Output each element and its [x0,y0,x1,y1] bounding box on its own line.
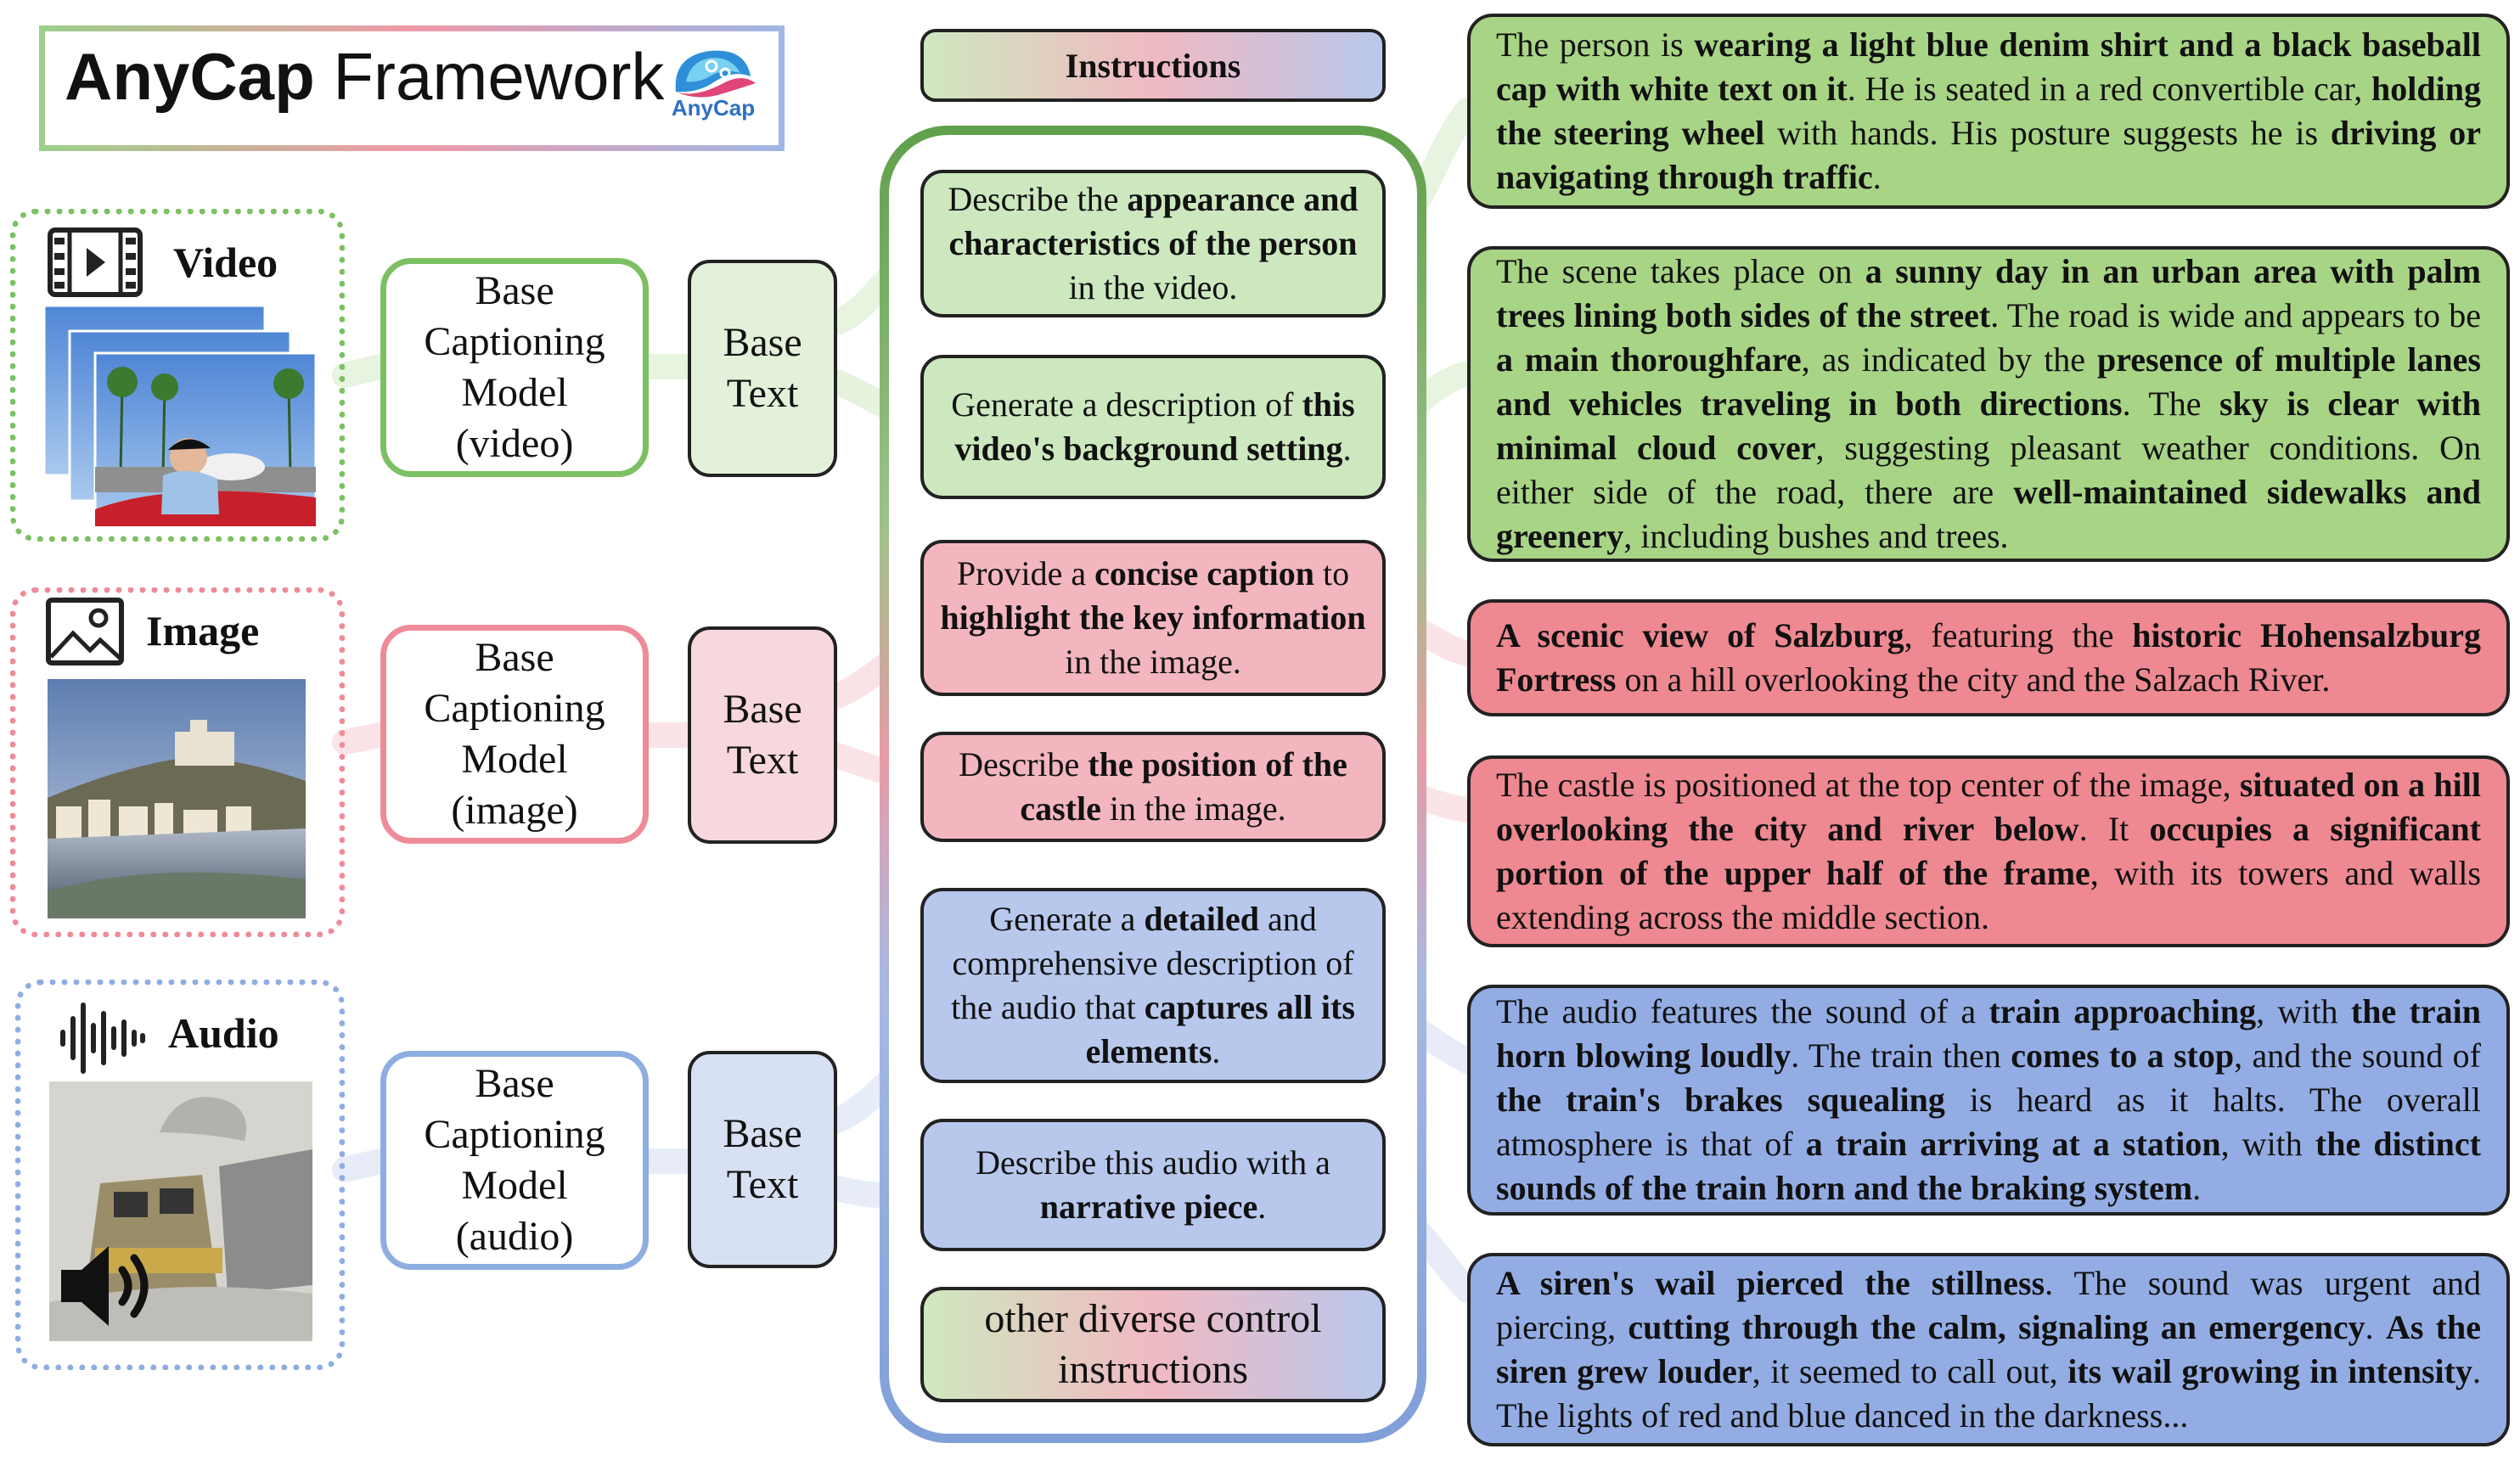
rich-text [1496,1264,2481,1435]
text-run: and comprehensive description of the audio that [951,900,1354,1026]
bold-run: a sunny day in an urban area with palm trees lining both sides of the street [1496,252,2482,334]
output-caption-6-text [1496,1261,2481,1438]
rich-text [939,1294,1367,1395]
speaker-icon [56,1236,156,1336]
bold-run: situated on a hill overlooking the city and river below [1496,766,2482,848]
label-line: Base [475,268,554,313]
text-run: The castle is positioned at the top center of the image, [1496,766,2240,804]
instruction-6 [920,1119,1386,1251]
output-caption-6 [1467,1253,2510,1446]
text-run: The audio features the sound of a [1496,992,1989,1030]
label-line: Captioning [424,686,605,731]
text-run: . It [2078,810,2150,848]
instructions-header: Instructions [920,29,1386,102]
output-caption-2-text [1496,250,2481,559]
text-run: Provide a [956,554,1095,592]
rich-text [1496,766,2481,936]
connector-audio-model [345,1161,380,1170]
text-run: . [1872,158,1882,196]
bold-run: wearing a light blue denim shirt and a black baseball cap with white text on it [1496,25,2481,108]
rich-text [939,552,1367,684]
rich-text [939,897,1367,1074]
text-run: , including bushes and trees. [1623,517,2009,555]
label-line: Base [475,635,554,680]
bold-run: presence of multiple lanes and vehicles traveling in both directions [1496,340,2481,423]
title-text [65,32,664,121]
text-run: . The lights of red and blue danced in the darkness... [1496,1352,2481,1435]
bold-run: A siren's wail pierced the stillness [1496,1264,2045,1302]
film-strip-icon [48,227,143,297]
text-run: in the image. [1065,643,1241,681]
output-caption-3 [1467,599,2510,716]
text-run: Describe this audio with a [976,1143,1330,1182]
instruction-1 [920,170,1386,317]
label-line: Text [726,738,799,783]
instruction-2 [920,355,1386,499]
bold-run: appearance and characteristics of the person [948,180,1358,262]
label-line: (video) [455,421,574,466]
label-line: Base [723,1111,802,1156]
base-text-audio [688,1051,837,1268]
waveform-icon [58,1002,146,1075]
bold-run: its wail growing in intensity [2067,1352,2472,1390]
output-caption-4-text [1496,763,2481,940]
label-line: Text [726,1162,799,1207]
text-run: , with [2256,992,2351,1030]
rich-text [1496,616,2481,699]
rich-text [939,743,1367,831]
text-run: . The sound was urgent and piercing, [1496,1264,2481,1346]
bold-run: driving or navigating through traffic [1496,114,2481,196]
text-run: . [1257,1188,1267,1226]
connector-image-model [345,735,380,742]
label-line: (image) [451,788,578,833]
text-run: , it seemed to call out, [1752,1352,2068,1390]
text-run: is heard as it halts. The overall atmosphere is that of [1496,1081,2481,1163]
rich-text [1496,252,2481,555]
bold-run: captures all its elements [1085,988,1355,1070]
text-run: , featuring the [1904,616,2133,654]
rich-text [1496,25,2481,196]
text-run: . He is seated in a red convertible car, [1847,70,2372,108]
label-line: Text [726,371,799,416]
label-line: Captioning [424,1112,605,1157]
base-captioning-model-video [380,258,649,477]
image-label: Image [146,607,260,654]
logo-caption: AnyCap [671,95,756,121]
text-run: on a hill overlooking the city and the Salzach River. [1616,660,2331,699]
rich-text [939,383,1367,471]
output-caption-5-text [1496,990,2481,1210]
bold-run: holding the steering wheel [1496,70,2481,152]
text-run: in the video. [1068,268,1238,306]
label-line: Model [461,370,568,415]
bold-run: a train arriving at a station [1805,1125,2221,1163]
text-run: in the image. [1100,789,1286,828]
label-line: Model [461,1163,568,1208]
text-run: . The [2122,385,2219,423]
text-run: . [1212,1032,1221,1070]
instruction-7 [920,1287,1386,1402]
bold-run: highlight the key information [940,598,1366,637]
text-run: Generate a description of [951,385,1302,424]
instruction-3 [920,540,1386,696]
base-captioning-model-image [380,625,649,844]
connector-video-model [345,367,380,375]
text-run: , with its towers and walls extending across the middle section. [1496,854,2482,936]
bold-run: well-maintained sidewalks and greenery [1496,473,2481,555]
label-line: Base [723,320,802,365]
video-label: Video [173,239,278,286]
text-run: . [2192,1169,2202,1207]
text-run: with hands. His posture suggests he is [1764,114,2331,152]
text-run: The person is [1496,25,1695,64]
bold-run: the distinct sounds of the train horn and the braking system [1496,1125,2482,1207]
bold-run: the position of the castle [1020,745,1347,828]
output-caption-1-text [1496,23,2481,199]
text-run: , and the sound of [2234,1036,2481,1075]
output-caption-1 [1467,14,2510,209]
bold-run: occupies a significant portion of the upper half of the frame [1496,810,2481,892]
bold-run: historic Hohensalzburg Fortress [1496,616,2482,699]
text-run: , suggesting pleasant weather conditions. On either side of the road, there are [1496,429,2482,511]
label-line: Base [723,687,802,732]
bold-run: concise caption [1094,554,1314,592]
output-caption-5 [1467,985,2510,1216]
bold-run: sky is clear with minimal cloud cover [1496,385,2481,467]
video-frames-image [44,306,318,528]
text-run: . The train then [1791,1036,2011,1075]
text-run: . [1342,430,1352,468]
text-run: The scene takes place on [1496,252,1865,290]
base-text-image [688,626,837,844]
instruction-4 [920,732,1386,842]
text-run: Describe the [948,180,1128,218]
bold-run: detailed [1144,900,1259,938]
bold-run: the train's brakes squealing [1496,1081,1945,1119]
base-captioning-model-audio [380,1051,649,1270]
bold-run: comes to a stop [2011,1036,2235,1075]
bold-run: the train horn blowing loudly [1496,992,2481,1075]
text-run: , as indicated by the [1801,340,2097,379]
instruction-5 [920,888,1386,1083]
salzburg-photo [48,679,306,918]
text-run: to [1313,554,1350,592]
label-line: Captioning [424,319,605,364]
text-run: Generate a [989,900,1145,938]
bold-run: cutting through the calm, signaling an emergency [1628,1308,2365,1346]
label-line: Model [461,737,568,782]
text-run: . [2365,1308,2386,1346]
bold-run: train approaching [1988,992,2257,1030]
bold-run: narrative piece [1039,1188,1258,1226]
bold-run: this video's background setting [954,385,1355,468]
output-caption-2 [1467,246,2510,562]
rich-text [1496,992,2481,1207]
output-caption-4 [1467,755,2510,947]
bold-run: As the siren grew louder [1496,1308,2481,1390]
text-run: other diverse control instructions [984,1296,1322,1392]
label-line: (audio) [455,1214,574,1259]
text-run: , with [2220,1125,2315,1163]
audio-label: Audio [168,1009,279,1057]
output-caption-3-text [1496,614,2481,702]
bold-run: A scenic view of Salzburg [1496,616,1904,654]
rich-text [939,1141,1367,1229]
title-brand: AnyCap [65,39,315,114]
title-suffix: Framework [314,39,665,114]
text-run: . The road is wide and appears to be [1990,296,2482,334]
label-line: Base [475,1061,554,1106]
base-text-video [688,260,837,477]
text-run: Describe [959,745,1088,783]
rich-text [939,177,1367,310]
picture-icon [46,598,124,665]
bold-run: a main thoroughfare [1496,340,1802,379]
